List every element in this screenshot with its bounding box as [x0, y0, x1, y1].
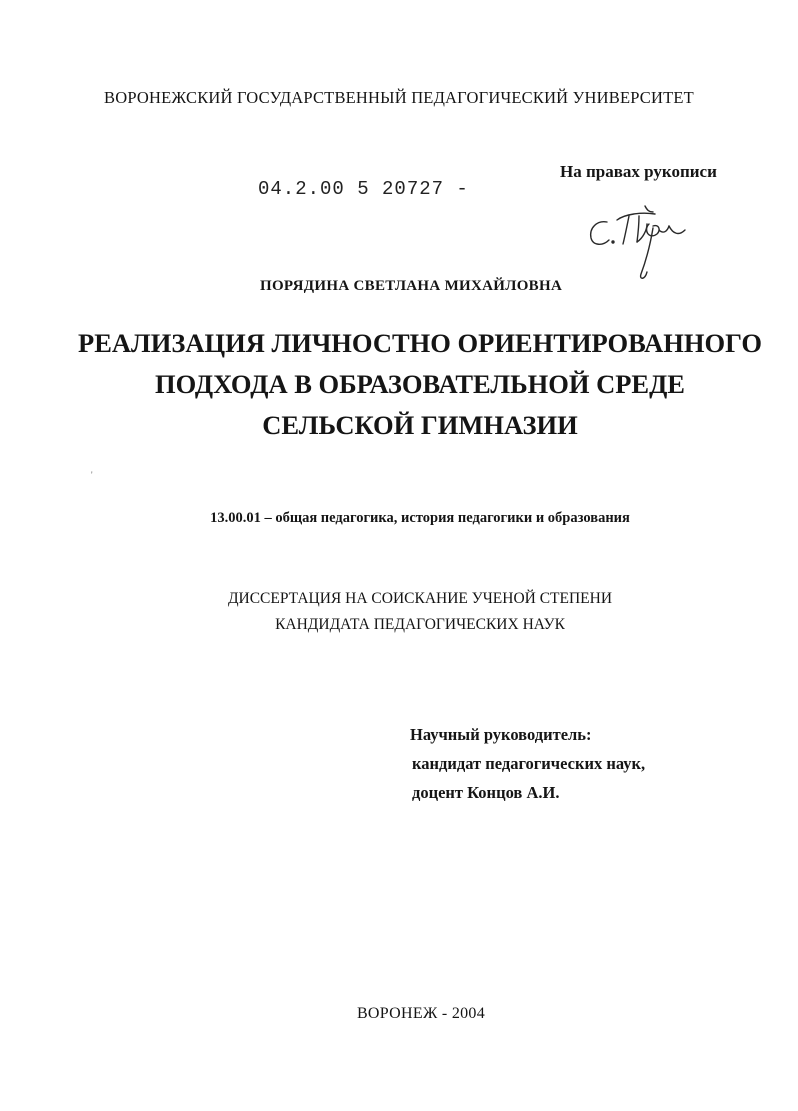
handwritten-signature	[585, 200, 700, 295]
supervisor-block	[410, 720, 645, 807]
supervisor-label: Научный руководитель:	[410, 725, 592, 744]
title-line: ПОДХОДА В ОБРАЗОВАТЕЛЬНОЙ СРЕДЕ	[155, 369, 685, 399]
title-line: РЕАЛИЗАЦИЯ ЛИЧНОСТНО ОРИЕНТИРОВАННОГО	[78, 328, 762, 358]
author-name: ПОРЯДИНА СВЕТЛАНА МИХАЙЛОВНА	[260, 278, 563, 294]
stray-mark: '	[91, 470, 93, 480]
degree-line: ДИССЕРТАЦИЯ НА СОИСКАНИЕ УЧЕНОЙ СТЕПЕНИ	[227, 590, 613, 607]
supervisor-degree: кандидат педагогических наук,	[412, 754, 646, 773]
degree-line: КАНДИДАТА ПЕДАГОГИЧЕСКИХ НАУК	[275, 616, 565, 633]
specialty-code: 13.00.01 – общая педагогика, история педагогики и образования	[210, 510, 630, 526]
city-year: ВОРОНЕЖ - 2004	[356, 1005, 486, 1022]
university-name: ВОРОНЕЖСКИЙ ГОСУДАРСТВЕННЫЙ ПЕДАГОГИЧЕСКИЙ УНИВЕРСИТЕТ	[104, 88, 694, 107]
manuscript-note: На правах рукописи	[560, 162, 717, 181]
dissertation-title	[0, 323, 798, 446]
supervisor-name: доцент Концов А.И.	[412, 783, 560, 802]
stamp-number: 04.2.00 5 20727 -	[258, 178, 469, 200]
degree-statement	[0, 586, 798, 638]
title-line: СЕЛЬСКОЙ ГИМНАЗИИ	[262, 410, 578, 440]
